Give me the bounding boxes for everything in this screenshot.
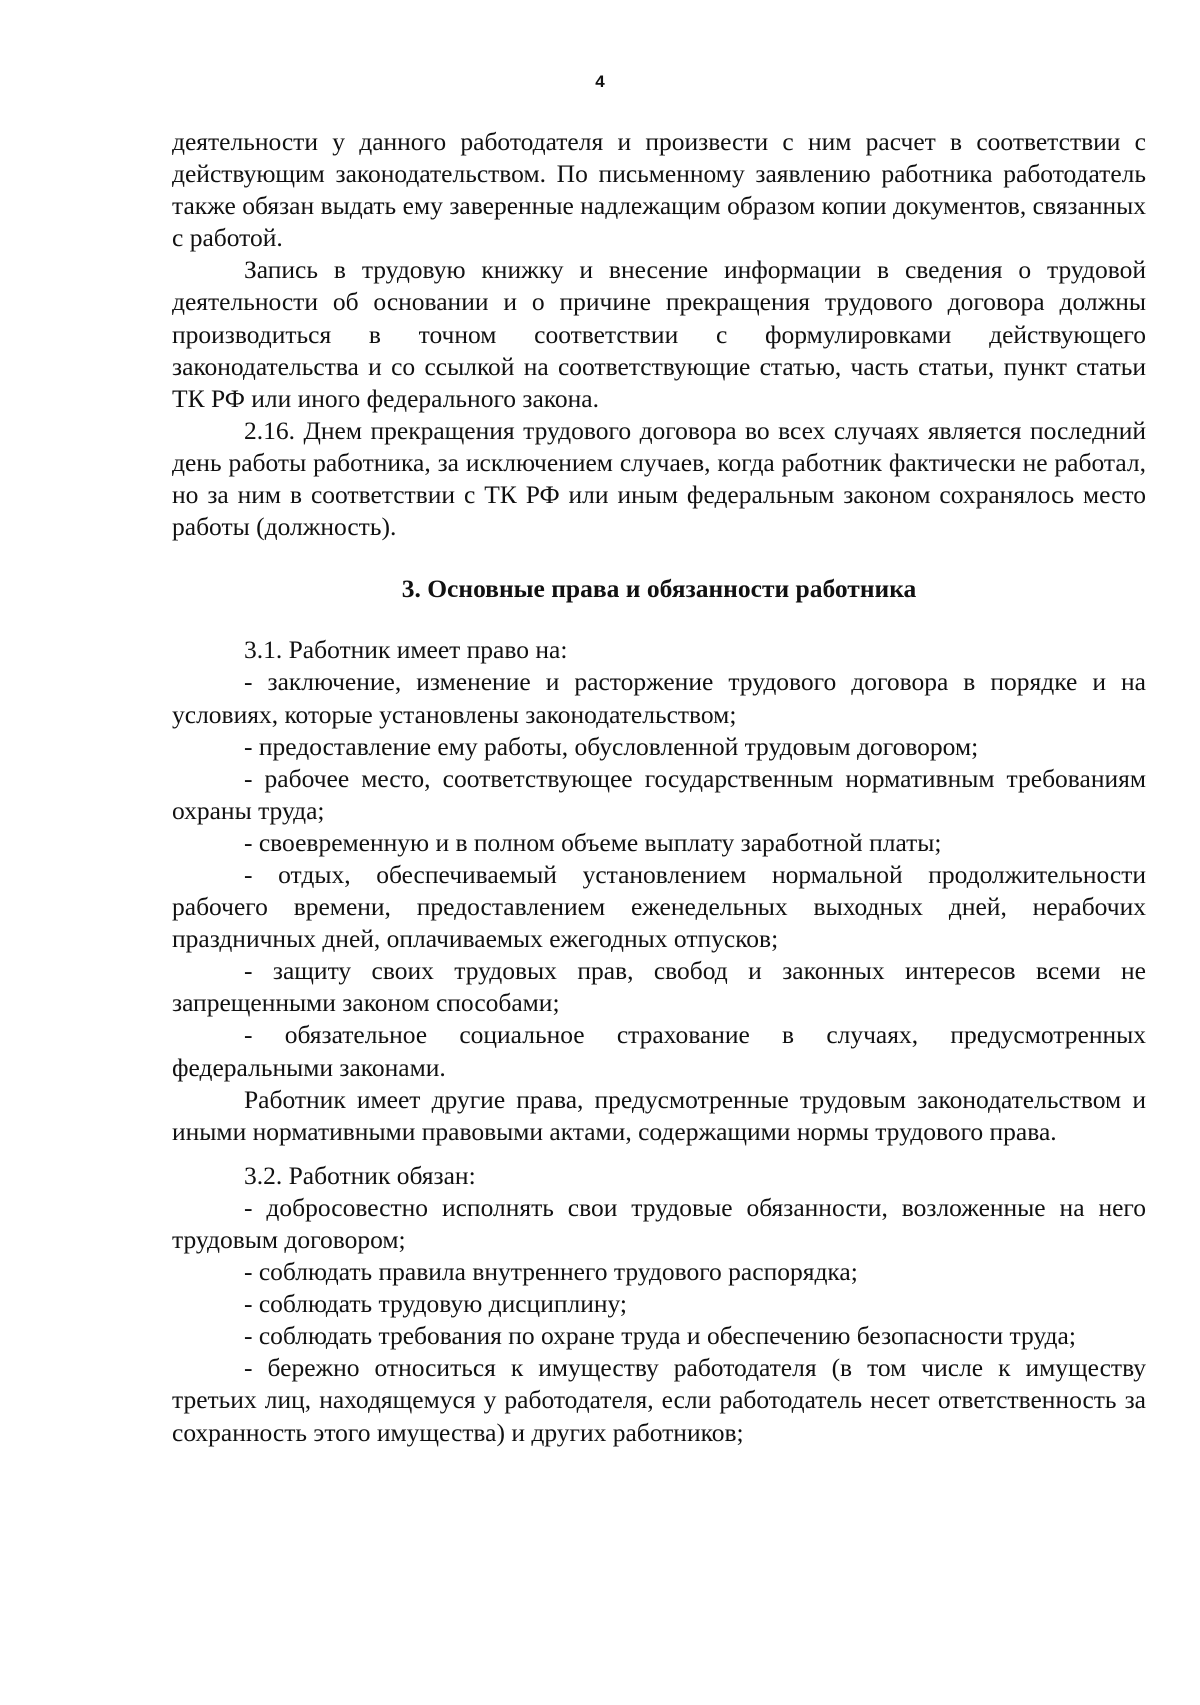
clause-3-2-intro: 3.2. Работник обязан: xyxy=(244,1160,476,1190)
list-item: - обязательное социальное страхование в случаях, предусмотренных федеральными законами. xyxy=(172,1020,1146,1082)
list-item: - отдых, обеспечиваемый установлением нормальной продолжительности рабочего времени, предоставлением еженедельных выходных дней, нерабочих праздничных дней, оплачиваемых ежегодных отпусков; xyxy=(172,859,1146,954)
list-item: - бережно относиться к имуществу работодателя (в том числе к имуществу третьих лиц, находящемуся у работодателя, если работодатель несет ответственность за сохранность этого имущества) и других работников; xyxy=(172,1353,1146,1447)
list-item: - заключение, изменение и расторжение трудового договора в порядке и на условиях, которые установлены законодательством; xyxy=(172,667,1146,729)
section-heading: 3. Основные права и обязанности работника xyxy=(401,574,917,604)
list-item: - предоставление ему работы, обусловленной трудовым договором; xyxy=(244,731,979,761)
list-item: - рабочее место, соответствующее государственным нормативным требованиям охраны труда; xyxy=(172,763,1146,825)
paragraph-2-16: 2.16. Днем прекращения трудового договора во всех случаях является последний день работы работника, за исключением случаев, когда работник фактически не работал, но за ним в соответствии с ТК РФ или иным федеральным законом сохранялось место работы (должность). xyxy=(172,415,1146,542)
list-item: - своевременную и в полном объеме выплату заработной платы; xyxy=(244,827,942,857)
paragraph-work-record: Запись в трудовую книжку и внесение информации в сведения о трудовой деятельности об основании и о причине прекращения трудового договора должны производиться в точном соответствии с формулировками действующего законодательства и со ссылкой на соответствующие статью, часть статьи, пункт статьи ТК РФ или иного федерального закона. xyxy=(172,255,1146,413)
list-item: - соблюдать требования по охране труда и обеспечению безопасности труда; xyxy=(244,1321,1076,1351)
page-number: 4 xyxy=(595,72,605,91)
page-body xyxy=(172,126,1146,1449)
paragraph-continuation: деятельности у данного работодателя и произвести с ним расчет в соответствии с действующим законодательством. По письменному заявлению работника работодатель также обязан выдать ему заверенные надлежащим образом копии документов, связанных с работой. xyxy=(172,127,1146,253)
list-item: - соблюдать трудовую дисциплину; xyxy=(244,1289,628,1319)
list-item: - защиту своих трудовых прав, свобод и законных интересов всеми не запрещенными законом способами; xyxy=(172,956,1146,1018)
clause-3-1-intro: 3.1. Работник имеет право на: xyxy=(244,635,568,665)
list-item: - соблюдать правила внутреннего трудового распорядка; xyxy=(244,1257,858,1287)
spacer xyxy=(172,1148,1146,1160)
clause-3-1-closing: Работник имеет другие права, предусмотренные трудовым законодательством и иными нормативными правовыми актами, содержащими нормы трудового права. xyxy=(172,1084,1146,1146)
list-item: - добросовестно исполнять свои трудовые обязанности, возложенные на него трудовым договором; xyxy=(172,1192,1146,1254)
